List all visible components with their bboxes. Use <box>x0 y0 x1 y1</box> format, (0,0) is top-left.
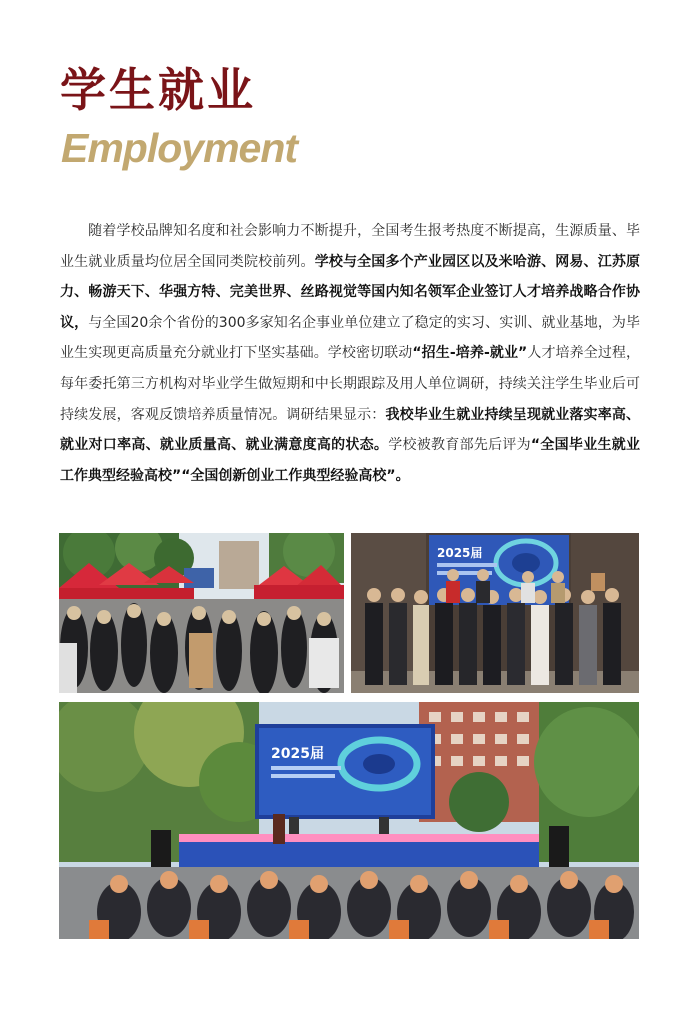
page-title: 学生就业 <box>60 63 256 117</box>
text-segment-bold: 学校与全国多个产业园区以及米哈游、网易、江苏原力、畅游天下、华强方特、完美世界、丝路视觉等国内知名领军企业签订人才培养战略合作协议， <box>60 253 641 331</box>
job-fair-photo <box>59 533 344 693</box>
page-subtitle: Employment <box>61 125 298 171</box>
stage-banner-year-text: 2025届 <box>271 746 324 762</box>
text-segment-bold: 我校毕业生就业持续呈现就业落实率高、就业对口率高、就业质量高、就业满意度高的状态。 <box>60 406 641 454</box>
text-segment-bold: “全国毕业生就业工作典型经验高校”“全国创新创业工作典型经验高校”。 <box>60 437 641 484</box>
text-segment: 学校被教育部先后评为 <box>388 437 531 454</box>
text-segment-bold: “招生-培养-就业” <box>412 345 528 362</box>
text-segment: 随着学校品牌知名度和社会影响力不断提升，全国考生报考热度不断提高，生源质量、毕业生就业质量均位居全国同类院校前列。 <box>60 223 640 270</box>
group-photo <box>351 533 639 693</box>
body-paragraph <box>60 216 640 491</box>
text-segment: 与全国20余个省份的300多家知名企事业单位建立了稳定的实习、实训、就业基地，为毕业生实现更高质量充分就业打下坚实基础。学校密切联动 <box>60 314 640 362</box>
banner-year-text: 2025届 <box>437 546 483 560</box>
ceremony-photo <box>59 702 639 939</box>
text-segment: 人才培养全过程，每年委托第三方机构对毕业学生做短期和中长期跟踪及用人单位调研，持续关注学生毕业后可持续发展，客观反馈培养质量情况。调研结果显示： <box>60 345 641 423</box>
